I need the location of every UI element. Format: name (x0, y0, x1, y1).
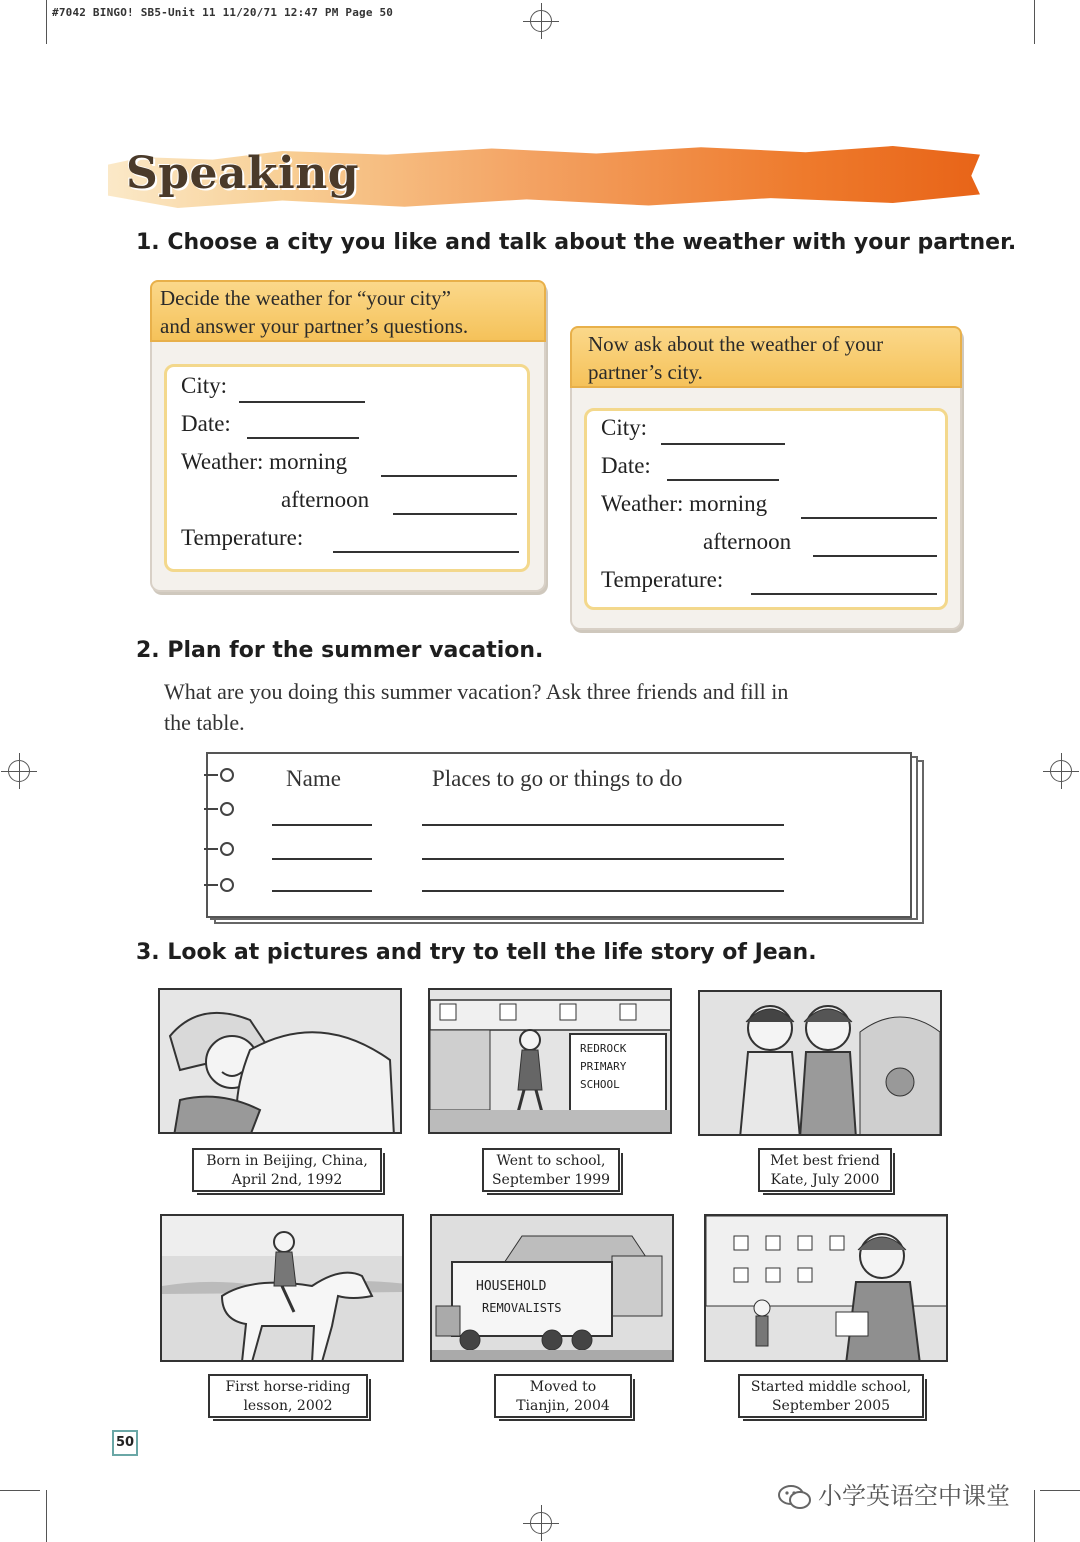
ring-binder-icon (204, 848, 218, 850)
crop-mark (0, 1490, 40, 1491)
vacation-plan-table (206, 752, 912, 918)
card-header-line: and answer your partner’s questions. (160, 314, 469, 338)
page-title: Speaking (126, 148, 360, 199)
date-label: Date: (181, 411, 231, 436)
crop-mark (46, 1490, 47, 1542)
afternoon-label: afternoon (281, 487, 370, 512)
column-header-name: Name (286, 766, 341, 791)
caption-line: September 2005 (771, 1398, 891, 1414)
ring-binder-icon (204, 884, 218, 886)
caption-line: Moved to (529, 1379, 597, 1395)
story-caption (192, 1148, 382, 1192)
story-picture-middle-school (704, 1214, 948, 1362)
card-form (164, 364, 530, 572)
your-city-card (150, 280, 546, 592)
card-header (150, 280, 546, 342)
temperature-label: Temperature: (181, 525, 304, 550)
ring-binder-icon (220, 842, 234, 856)
caption-line: lesson, 2002 (243, 1398, 333, 1414)
ring-binder-icon (204, 808, 218, 810)
story-picture-friend (698, 990, 942, 1136)
caption-line: Met best friend (770, 1153, 880, 1169)
story-caption (482, 1148, 620, 1192)
caption-line: First horse-riding (225, 1379, 351, 1395)
temperature-blank[interactable] (751, 593, 937, 595)
story-picture-baby (158, 988, 402, 1134)
card-header-line: Decide the weather for “your city” (160, 286, 451, 310)
weather-morning-label: Weather: morning (601, 491, 768, 516)
crop-mark (46, 0, 47, 44)
ring-binder-icon (220, 768, 234, 782)
school-sign-text: SCHOOL (580, 1078, 620, 1091)
friends-illustration (700, 992, 942, 1136)
registration-mark-icon (8, 760, 30, 782)
truck-sign-text: REMOVALISTS (482, 1301, 562, 1315)
afternoon-label: afternoon (703, 529, 792, 554)
morning-blank[interactable] (381, 475, 517, 477)
crop-mark (1034, 0, 1035, 44)
speaking-banner (108, 140, 980, 216)
name-blank-2[interactable] (272, 858, 372, 860)
ring-binder-icon (220, 878, 234, 892)
name-blank-1[interactable] (272, 824, 372, 826)
places-blank-2[interactable] (422, 858, 784, 860)
instruction-line: the table. (164, 710, 245, 735)
morning-blank[interactable] (801, 517, 937, 519)
section-2-heading: 2. Plan for the summer vacation. (136, 638, 544, 663)
places-blank-3[interactable] (422, 890, 784, 892)
crop-mark (1034, 1490, 1035, 1542)
caption-line: Started middle school, (750, 1379, 912, 1395)
section-2-instruction (164, 676, 788, 738)
crop-mark (1040, 1490, 1080, 1491)
registration-mark-icon (530, 1512, 552, 1534)
truck-sign-text: HOUSEHOLD (476, 1279, 547, 1294)
story-caption (758, 1148, 892, 1192)
caption-line: April 2nd, 1992 (231, 1172, 343, 1188)
card-header-line: Now ask about the weather of your (588, 332, 884, 356)
caption-line: Went to school, (496, 1153, 606, 1169)
city-label: City: (601, 415, 648, 440)
weather-morning-label: Weather: morning (181, 449, 348, 474)
afternoon-blank[interactable] (813, 555, 937, 557)
temperature-label: Temperature: (601, 567, 724, 592)
registration-mark-icon (1050, 760, 1072, 782)
card-header-line: partner’s city. (588, 360, 703, 384)
story-picture-school (428, 988, 672, 1134)
date-blank[interactable] (247, 437, 359, 439)
instruction-line: What are you doing this summer vacation? Ask three friends and fill in (164, 679, 789, 704)
name-blank-3[interactable] (272, 890, 372, 892)
places-blank-1[interactable] (422, 824, 784, 826)
story-caption (738, 1374, 924, 1418)
story-caption (494, 1374, 632, 1418)
ring-binder-icon (220, 802, 234, 816)
watermark-text: 小学英语空中课堂 (818, 1482, 1010, 1510)
school-sign-text: PRIMARY (580, 1060, 627, 1073)
school-sign-text: REDROCK (580, 1042, 627, 1055)
watermark (778, 1476, 1010, 1511)
print-header: #7042 BINGO! SB5-Unit 11 11/20/71 12:47 PM Page 50 (52, 6, 394, 19)
card-header (570, 326, 962, 388)
partner-city-card (570, 326, 962, 630)
registration-mark-icon (530, 10, 552, 32)
middle-school-illustration (706, 1216, 948, 1362)
caption-line: Tianjin, 2004 (516, 1398, 610, 1414)
city-label: City: (181, 373, 228, 398)
page-number: 50 (112, 1430, 138, 1456)
section-3-heading: 3. Look at pictures and try to tell the life story of Jean. (136, 940, 817, 965)
school-illustration (430, 990, 672, 1134)
baby-illustration (160, 990, 402, 1134)
wechat-logo-icon (778, 1484, 812, 1510)
column-header-places: Places to go or things to do (432, 766, 683, 791)
story-picture-horse (160, 1214, 404, 1362)
city-blank[interactable] (661, 443, 785, 445)
ring-binder-icon (204, 774, 218, 776)
caption-line: Kate, July 2000 (770, 1172, 880, 1188)
section-1-heading: 1. Choose a city you like and talk about the weather with your partner. (136, 230, 1017, 255)
card-form (584, 408, 948, 610)
date-label: Date: (601, 453, 651, 478)
date-blank[interactable] (667, 479, 779, 481)
story-caption (208, 1374, 368, 1418)
afternoon-blank[interactable] (393, 513, 517, 515)
story-picture-moving (430, 1214, 674, 1362)
city-blank[interactable] (239, 401, 365, 403)
temperature-blank[interactable] (333, 551, 519, 553)
horse-riding-illustration (162, 1216, 404, 1362)
moving-truck-illustration (432, 1216, 674, 1362)
caption-line: September 1999 (491, 1172, 611, 1188)
caption-line: Born in Beijing, China, (206, 1153, 368, 1169)
